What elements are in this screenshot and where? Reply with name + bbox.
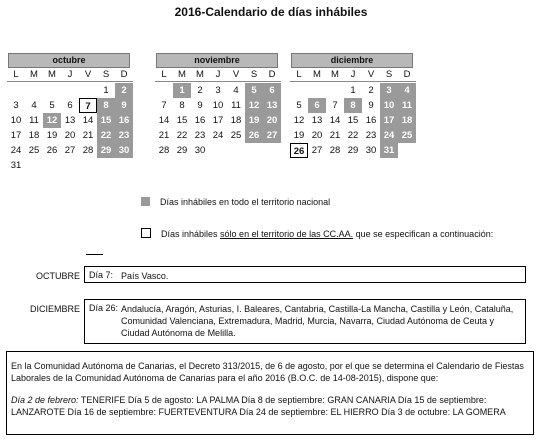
calendar-diciembre xyxy=(290,53,414,158)
calendar-noviembre xyxy=(155,53,279,158)
day-cell: 23 xyxy=(115,128,133,143)
day-cell: 16 xyxy=(365,115,377,126)
outlined-swatch-icon xyxy=(141,228,151,238)
day-cell: 19 xyxy=(245,113,263,128)
calendar-grid xyxy=(7,68,133,173)
page-title: 2016-Calendario de días inhábiles xyxy=(174,5,368,19)
day-cell: 7 xyxy=(161,100,167,111)
day-cell: 7 xyxy=(332,100,338,111)
day-cell: 23 xyxy=(194,130,206,141)
day-cell: 9 xyxy=(197,100,203,111)
row-diciembre xyxy=(84,299,526,344)
empty-cell xyxy=(61,83,79,98)
day-cell: 15 xyxy=(347,115,359,126)
day-cell: 12 xyxy=(293,115,305,126)
day-cell: 6 xyxy=(67,100,73,111)
day-cell: 2 xyxy=(197,85,203,96)
day-cell: 28 xyxy=(329,145,341,156)
weekday-header: M xyxy=(25,68,43,82)
weekday-header: V xyxy=(79,68,97,82)
empty-cell xyxy=(326,83,344,98)
day-cell: 8 xyxy=(97,98,115,113)
day-cell: 27 xyxy=(263,128,281,143)
weekday-header: D xyxy=(398,68,416,82)
weekday-header: V xyxy=(227,68,245,82)
day-cell: 14 xyxy=(329,115,341,126)
day-cell: 16 xyxy=(115,113,133,128)
day-cell: 24 xyxy=(212,130,224,141)
empty-cell xyxy=(308,83,326,98)
day-cell: 5 xyxy=(49,100,55,111)
weekday-header: L xyxy=(155,68,173,82)
note-line-1 xyxy=(11,394,529,406)
day-cell: 31 xyxy=(380,143,398,158)
day-cell: 13 xyxy=(263,98,281,113)
day-cell: 3 xyxy=(13,100,19,111)
day-cell: 18 xyxy=(230,115,242,126)
day-cell: 2 xyxy=(115,83,133,98)
legend-national xyxy=(141,197,330,207)
day-cell: 3 xyxy=(380,83,398,98)
note-intro: En la Comunidad Autónoma de Canarias, el Decreto 313/2015, de 6 de agosto, por el que se determina el Calendario de Fiestas Laborales de la Comunidad Autónoma de Canarias para el año 2016 (B.O.C. de 14-08-2015), dispone que: xyxy=(11,361,524,383)
day-cell: 15 xyxy=(176,115,188,126)
day-cell: 30 xyxy=(365,145,377,156)
day-cell: 14 xyxy=(158,115,170,126)
empty-cell xyxy=(155,83,173,98)
day-cell: 22 xyxy=(97,128,115,143)
weekday-header: M xyxy=(43,68,61,82)
weekday-header: M xyxy=(308,68,326,82)
weekday-header: M xyxy=(191,68,209,82)
weekday-header: M xyxy=(326,68,344,82)
weekday-header: M xyxy=(173,68,191,82)
weekday-header: J xyxy=(61,68,79,82)
weekday-header: D xyxy=(115,68,133,82)
day-cell: 19 xyxy=(293,130,305,141)
day-cell: 25 xyxy=(28,145,40,156)
day-cell: 4 xyxy=(398,83,416,98)
day-cell: 31 xyxy=(10,160,22,171)
day-cell: 26 xyxy=(290,143,308,158)
legend-national-text: Días inhábiles en todo el territorio nacional xyxy=(160,197,331,207)
legend-regional-underlined: sólo en el territorio de las CC.AA. xyxy=(220,229,354,239)
day-cell: 26 xyxy=(46,145,58,156)
weekday-header: L xyxy=(290,68,308,82)
row-octubre xyxy=(84,266,526,283)
weekday-header: D xyxy=(263,68,281,82)
day-cell: 8 xyxy=(179,100,185,111)
day-cell: 22 xyxy=(176,130,188,141)
day-cell: 28 xyxy=(82,145,94,156)
day-cell: 10 xyxy=(10,115,22,126)
month-header: noviembre xyxy=(156,53,278,68)
day-cell: 9 xyxy=(115,98,133,113)
weekday-header: S xyxy=(245,68,263,82)
day-cell: 27 xyxy=(311,145,323,156)
day-cell: 21 xyxy=(82,130,94,141)
day-cell: 13 xyxy=(64,115,76,126)
divider xyxy=(86,254,103,255)
month-header: diciembre xyxy=(291,53,413,68)
weekday-header: J xyxy=(209,68,227,82)
day-cell: 12 xyxy=(43,113,61,128)
row-text: País Vasco. xyxy=(121,271,169,281)
day-cell: 30 xyxy=(115,143,133,158)
day-cell: 25 xyxy=(230,130,242,141)
day-cell: 18 xyxy=(28,130,40,141)
day-cell: 26 xyxy=(245,128,263,143)
day-cell: 24 xyxy=(380,128,398,143)
empty-cell xyxy=(79,83,97,98)
day-cell: 12 xyxy=(245,98,263,113)
calendar-grid xyxy=(290,68,416,158)
day-cell: 13 xyxy=(311,115,323,126)
day-cell: 17 xyxy=(10,130,22,141)
day-cell: 9 xyxy=(368,100,374,111)
day-cell: 4 xyxy=(233,85,239,96)
day-cell: 2 xyxy=(368,85,374,96)
day-cell: 27 xyxy=(64,145,76,156)
row-label-octubre: OCTUBRE xyxy=(35,271,80,281)
calendar-grid xyxy=(155,68,281,158)
row-label-diciembre: DICIEMBRE xyxy=(29,304,80,314)
empty-cell xyxy=(7,83,25,98)
weekday-header: V xyxy=(362,68,380,82)
day-cell: 10 xyxy=(380,98,398,113)
day-cell: 29 xyxy=(176,145,188,156)
day-cell: 8 xyxy=(344,98,362,113)
row-text: Andalucía, Aragón, Asturias, I. Baleares, Cantabria, Castilla-La Mancha, Castilla y León, Cataluña, Comunidad Valenciana, Extremadura, Madrid, Murcia, Navarra, Ciudad Autónoma de Ceuta y Ciudad Autónoma de Melilla. xyxy=(121,304,514,338)
day-cell: 20 xyxy=(263,113,281,128)
day-cell: 19 xyxy=(46,130,58,141)
empty-cell xyxy=(25,83,43,98)
day-cell: 1 xyxy=(103,85,109,96)
day-cell: 23 xyxy=(365,130,377,141)
legend-regional-pre: Días inhábiles xyxy=(161,229,221,239)
day-cell: 20 xyxy=(311,130,323,141)
day-cell: 5 xyxy=(245,83,263,98)
day-cell: 17 xyxy=(212,115,224,126)
day-cell: 6 xyxy=(308,98,326,113)
empty-cell xyxy=(290,83,308,98)
day-cell: 11 xyxy=(398,98,416,113)
day-cell: 18 xyxy=(398,113,416,128)
legend-regional xyxy=(141,228,493,239)
day-cell: 4 xyxy=(31,100,37,111)
note-line1-date: Día 2 de febrero: xyxy=(11,395,79,405)
row-day: Día 26: xyxy=(89,303,119,313)
calendar-octubre xyxy=(7,53,131,173)
day-cell: 29 xyxy=(97,143,115,158)
day-cell: 16 xyxy=(194,115,206,126)
empty-cell xyxy=(43,83,61,98)
day-cell: 22 xyxy=(347,130,359,141)
gray-swatch-icon xyxy=(141,197,150,206)
day-cell: 21 xyxy=(329,130,341,141)
weekday-header: L xyxy=(7,68,25,82)
day-cell: 29 xyxy=(347,145,359,156)
legend-regional-post: que se especifican a continuación: xyxy=(353,229,494,239)
day-cell: 14 xyxy=(82,115,94,126)
day-cell: 5 xyxy=(296,100,302,111)
day-cell: 30 xyxy=(194,145,206,156)
day-cell: 11 xyxy=(231,100,241,111)
note-line1-rest: TENERIFE Día 5 de agosto: LA PALMA Día 8 de septiembre: GRAN CANARIA Día 15 de septiembre: xyxy=(78,395,487,405)
day-cell: 21 xyxy=(158,130,170,141)
day-cell: 11 xyxy=(29,115,39,126)
weekday-header: S xyxy=(97,68,115,82)
canarias-note xyxy=(6,351,534,435)
day-cell: 15 xyxy=(97,113,115,128)
day-cell: 3 xyxy=(215,85,221,96)
day-cell: 7 xyxy=(79,98,97,113)
weekday-header: J xyxy=(344,68,362,82)
day-cell: 25 xyxy=(398,128,416,143)
day-cell: 1 xyxy=(350,85,356,96)
day-cell: 6 xyxy=(263,83,281,98)
row-day: Día 7: xyxy=(89,270,114,280)
day-cell: 1 xyxy=(173,83,191,98)
day-cell: 24 xyxy=(10,145,22,156)
day-cell: 17 xyxy=(380,113,398,128)
day-cell: 20 xyxy=(64,130,76,141)
note-line-2: LANZAROTE Día 16 de septiembre: FUERTEVENTURA Día 24 de septiembre: EL HIERRO Día 3 de octubre: LA GOMERA xyxy=(11,407,506,417)
weekday-header: S xyxy=(380,68,398,82)
month-header: octubre xyxy=(8,53,130,68)
day-cell: 10 xyxy=(212,100,224,111)
day-cell: 28 xyxy=(158,145,170,156)
